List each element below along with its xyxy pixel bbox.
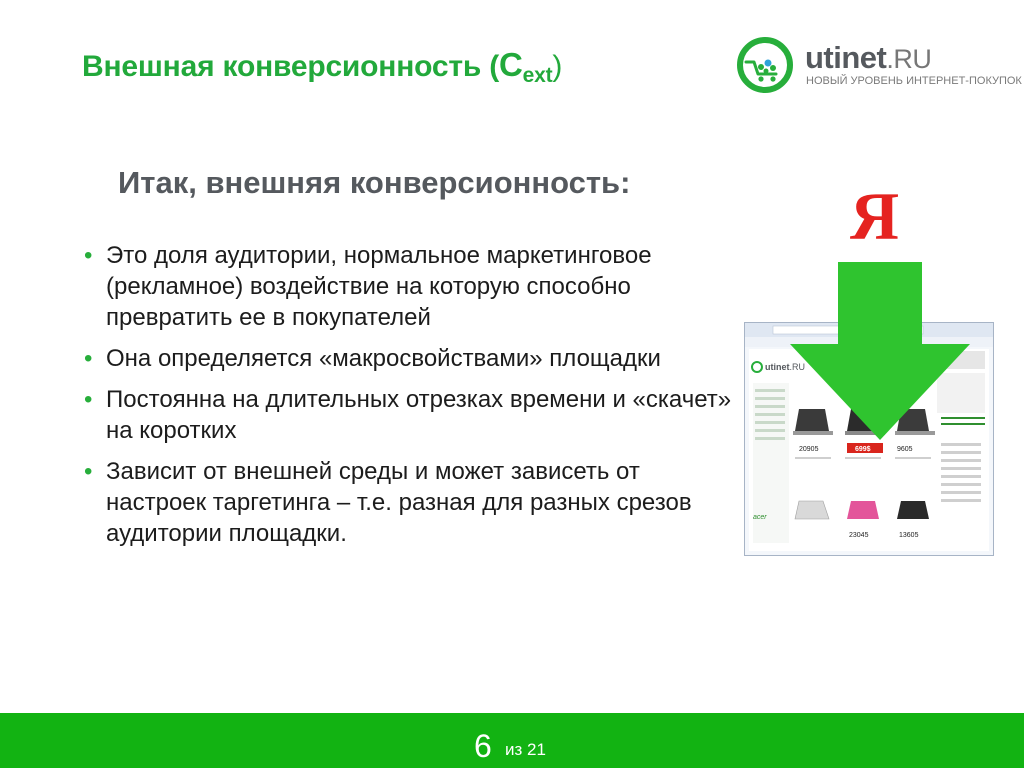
slide-subtitle: Итак, внешняя конверсионность: (118, 165, 631, 200)
svg-text:699$: 699$ (855, 446, 871, 453)
logo-tagline: НОВЫЙ УРОВЕНЬ ИНТЕРНЕТ-ПОКУПОК (806, 75, 1022, 87)
down-arrow-icon (790, 262, 970, 440)
slide-title: Внешная конверсионность $(C_{ext})$ (82, 46, 563, 87)
yandex-logo: Я (850, 178, 900, 254)
bullet-item: • Зависит от внешней среды и может зависеть от настроек таргетинга – т.е. разная для разных срезов аудитории площадки. (82, 456, 732, 549)
bullet-item: • Это доля аудитории, нормальное маркетинговое (рекламное) воздействие на которую способно превратить ее в покупателей (82, 240, 732, 333)
svg-text:20905: 20905 (799, 446, 819, 453)
footer-bar (0, 713, 1024, 768)
svg-text:13605: 13605 (899, 532, 919, 539)
bullet-item: • Она определяется «макросвойствами» площадки (82, 343, 732, 374)
svg-text:utinet.RU: utinet.RU (765, 362, 805, 372)
svg-text:23045: 23045 (849, 532, 869, 539)
bullet-list (82, 240, 732, 559)
svg-text:9605: 9605 (897, 446, 913, 453)
page-number: 6 (474, 728, 492, 764)
cart-icon (736, 36, 794, 94)
bullet-item: • Постоянна на длительных отрезках времени и «скачет» на коротких (82, 384, 732, 446)
svg-text:acer: acer (753, 514, 767, 521)
utinet-logo: utinet.RU НОВЫЙ УРОВЕНЬ ИНТЕРНЕТ-ПОКУПОК (736, 36, 1006, 98)
page-total: из 21 (505, 740, 546, 759)
